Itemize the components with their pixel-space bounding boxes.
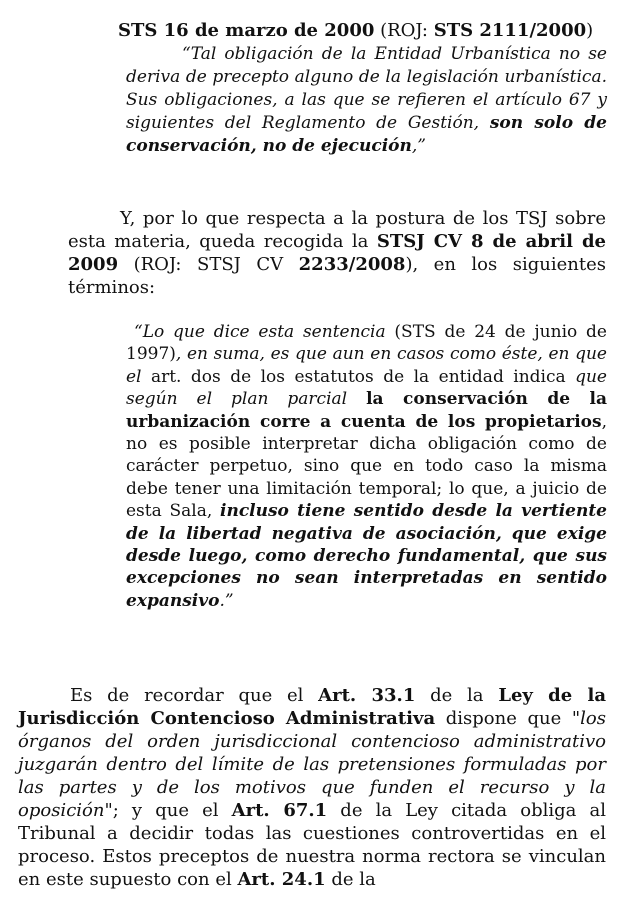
quote2-close: .” — [219, 590, 234, 611]
para2-art-33: Art. 33.1 — [318, 685, 416, 706]
citation-close: ) — [586, 20, 594, 41]
para2-text-1: Es de recordar que el — [70, 685, 319, 706]
para1-roj-number: 2233/2008 — [298, 254, 406, 275]
quote1-emphasis: son solo de conservación, no de ejecución — [126, 113, 607, 156]
para2-art-67: Art. 67.1 — [231, 800, 328, 821]
para2-text-2: de la — [415, 685, 499, 706]
para2-text-3: dispone que " — [435, 708, 581, 729]
quote1-text: “Tal obligación de la Entidad Urbanística no se deriva de precepto alguno de la legislación urbanística. Sus obligaciones, a las que se refieren el artículo 67 y siguientes del Reglamento de Gestión, — [126, 44, 607, 133]
citation-date: STS 16 de marzo de 2000 — [118, 20, 375, 41]
para2-quoted-rule: los órganos del orden jurisdiccional contencioso administrativo juzgarán dentro del límite de las pretensiones formuladas por las partes y de los motivos que funden el recurso y la oposición — [18, 708, 607, 821]
para1-roj-prefix: (ROJ: STSJ CV — [118, 254, 299, 275]
para2-art-24: Art. 24.1 — [237, 869, 326, 890]
para2-law-name: Ley de la Jurisdicción Contencioso Administrativa — [18, 685, 607, 729]
quote2-article: art. dos de los estatutos de la entidad indica — [150, 366, 566, 387]
quote2-text-3: , no es posible interpretar dicha obligación como de carácter perpetuo, sino que en todo caso la misma debe tener una limitación temporal; lo que, a juicio de esta Sala, — [126, 411, 607, 522]
quote2-emphasis-2: incluso tiene sentido desde la vertiente de la libertad negativa de asociación, que exige desde luego, como derecho fundamental, que sus excepciones no sean interpretadas en sentido expansivo — [126, 501, 608, 611]
para1-end: ), en los siguientes términos: — [68, 254, 606, 298]
para2-text-5: de la Ley citada obliga al Tribunal a decidir todas las cuestiones controvertidas en el proceso. Estos preceptos de nuestra norma rectora se vinculan en este supuesto con el — [18, 800, 607, 890]
quote2-open: “Lo que dice esta sentencia — [134, 322, 386, 342]
paragraph-lrjca — [18, 684, 606, 891]
quote2-sts-ref: (STS de 24 de junio de 1997) — [126, 322, 607, 365]
para1-text: Y, por lo que respecta a la postura de los TSJ sobre esta materia, queda recogida la — [68, 208, 606, 252]
quote-stsj-cv-2009 — [126, 321, 607, 612]
paragraph-tsj-posture — [68, 207, 606, 299]
citation-roj-number: STS 2111/2000 — [433, 20, 587, 41]
citation-sts-2000 — [118, 19, 618, 42]
quote1-close: ,” — [411, 136, 426, 156]
quote-sts-2000 — [126, 43, 607, 158]
para2-text-4: "; y que el — [104, 800, 232, 821]
quote2-emphasis-1: la conservación de la urbanización corre a cuenta de los propietarios — [126, 389, 607, 432]
para2-text-6: de la — [325, 869, 376, 890]
citation-roj-prefix: (ROJ: — [374, 20, 434, 41]
quote2-text-2: que según el plan parcial — [126, 366, 607, 410]
para1-stsj-ref: STSJ CV 8 de abril de 2009 — [68, 231, 607, 275]
quote2-text-1: , en suma, es que aun en casos como éste, en que el — [126, 344, 607, 387]
